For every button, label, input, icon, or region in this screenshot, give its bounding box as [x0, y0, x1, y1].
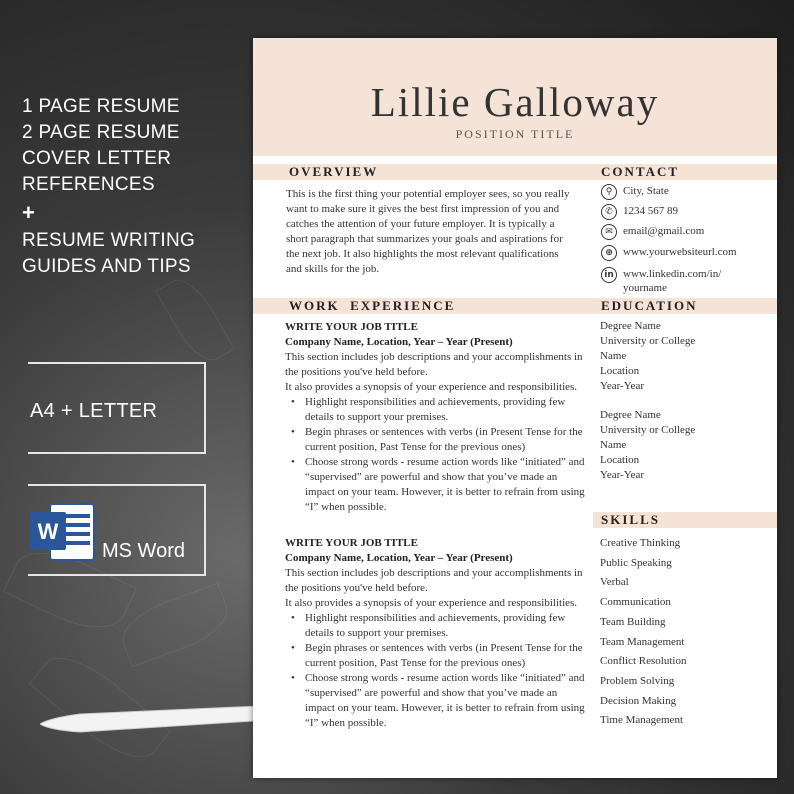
software-label: MS Word — [102, 540, 185, 562]
skills-list — [600, 534, 770, 731]
pen-icon — [40, 700, 270, 740]
plus-sign: + — [22, 200, 36, 225]
list-item: Communication — [600, 596, 671, 609]
promo-line: COVER LETTER — [22, 148, 172, 169]
overview-title: OVERVIEW — [289, 164, 379, 179]
list-item: • Begin phrases or sentences with verbs (in Present Tense for the current position, Past Tense for the previous ones) — [285, 425, 587, 455]
list-item: • Choose strong words - resume action words like “initiated” and “supervised” are powerful and show that you’ve made an impact on your team. However, it is better to refrain from using “I” when possible. — [285, 455, 587, 515]
contact-email: ✉ email@gmail.com — [601, 224, 704, 242]
format-label: A4 + LETTER — [30, 400, 158, 422]
list-item: Time Management — [600, 714, 683, 727]
work-experience-title: WORK EXPERIENCE — [289, 298, 456, 313]
leaf-decoration — [155, 271, 235, 369]
resume-page — [253, 38, 777, 778]
promo-text — [22, 94, 195, 280]
job-company: Company Name, Location, Year – Year (Present) — [285, 552, 513, 564]
job-description: This section includes job descriptions and your accomplishments in the positions you've held before. — [285, 567, 583, 594]
list-item: Public Speaking — [600, 556, 672, 569]
contact-linkedin: in www.linkedin.com/in/ yourname — [601, 267, 753, 299]
globe-icon: ⊕ — [601, 245, 617, 261]
job-title: WRITE YOUR JOB TITLE — [285, 537, 418, 549]
job-title: WRITE YOUR JOB TITLE — [285, 321, 418, 333]
list-item: Verbal — [600, 576, 629, 589]
list-item: • Choose strong words - resume action words like “initiated” and “supervised” are powerful and show that you’ve made an impact on your team. However, it is better to refrain from using “I” when possible. — [285, 671, 587, 731]
promo-line: 2 PAGE RESUME — [22, 122, 180, 143]
resume-header — [253, 38, 777, 156]
education-entry: Degree Name University or College Name Location Year-Year — [600, 320, 696, 392]
promo-line: RESUME WRITING — [22, 230, 196, 251]
job-bullets — [285, 395, 587, 515]
contact-website: ⊕ www.yourwebsiteurl.com — [601, 245, 737, 263]
contact-title: CONTACT — [601, 164, 680, 179]
job-description: It also provides a synopsis of your experience and responsibilities. — [285, 381, 578, 393]
list-item: Team Building — [600, 615, 666, 628]
job-description: It also provides a synopsis of your experience and responsibilities. — [285, 597, 578, 609]
overview-text: This is the first thing your potential employer sees, so you really want to make sure it gives the best first impression of you and catches the attention of your future employer. It is typically a short paragraph that summarizes your goals and aspirations for the next job. It also highlights the most relevant qualifications and skills for the job. — [286, 188, 570, 275]
skills-title: SKILLS — [601, 512, 660, 527]
list-item: • Highlight responsibilities and achievements, providing few details to support your premises. — [285, 611, 587, 641]
linkedin-icon: in — [601, 267, 617, 283]
list-item: Problem Solving — [600, 674, 675, 687]
ms-word-icon — [28, 498, 96, 564]
list-item: Decision Making — [600, 694, 677, 707]
list-item: • Begin phrases or sentences with verbs (in Present Tense for the current position, Past Tense for the previous ones) — [285, 641, 587, 671]
promo-line: REFERENCES — [22, 174, 155, 195]
word-icon-letter: W — [37, 519, 59, 544]
education-entry: Degree Name University or College Name Location Year-Year — [600, 409, 696, 481]
software-badge — [28, 484, 206, 576]
format-badge — [28, 362, 206, 454]
phone-icon: ✆ — [601, 204, 617, 220]
list-item: Conflict Resolution — [600, 655, 687, 668]
job-entry — [285, 320, 587, 515]
position-title: POSITION TITLE — [455, 127, 575, 141]
list-item: Creative Thinking — [600, 537, 681, 549]
location-pin-icon: ⚲ — [601, 184, 617, 200]
email-icon: ✉ — [601, 224, 617, 240]
promo-line: 1 PAGE RESUME — [22, 96, 180, 117]
job-entry — [285, 536, 587, 731]
education-title: EDUCATION — [601, 298, 698, 313]
list-item: • Highlight responsibilities and achievements, providing few details to support your premises. — [285, 395, 587, 425]
job-company: Company Name, Location, Year – Year (Present) — [285, 336, 513, 348]
resume-name: Lillie Galloway — [370, 79, 660, 125]
job-description: This section includes job descriptions and your accomplishments in the positions you've held before. — [285, 351, 583, 378]
list-item: Team Management — [600, 635, 685, 648]
promo-line: GUIDES AND TIPS — [22, 256, 191, 277]
contact-phone: ✆ 1234 567 89 — [601, 204, 678, 222]
job-bullets — [285, 611, 587, 731]
contact-location: ⚲ City, State — [601, 184, 669, 202]
